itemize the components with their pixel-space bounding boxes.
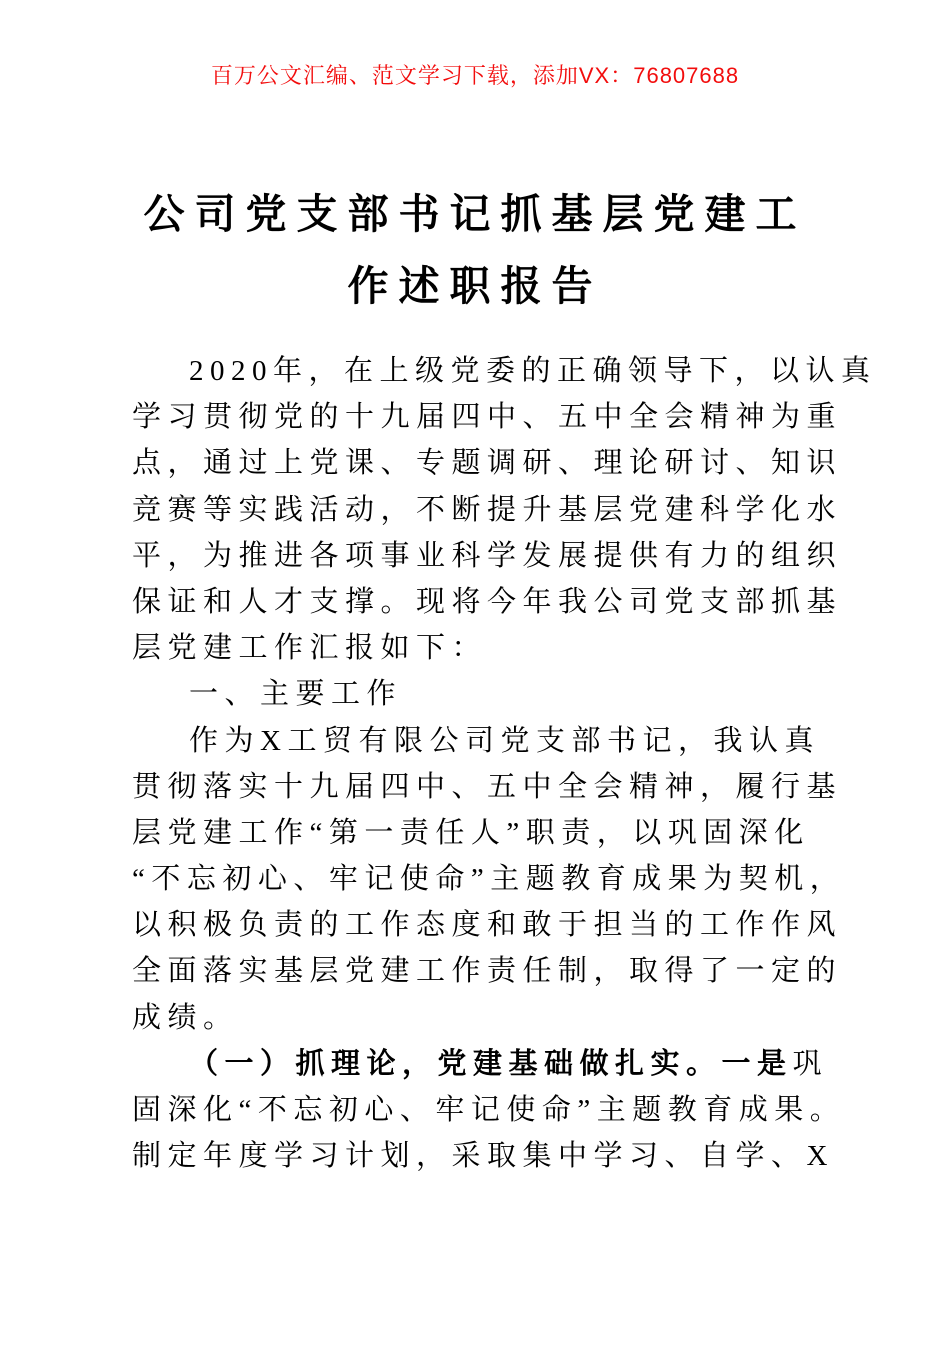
- doc-title-line-1: 公司党支部书记抓基层党建工: [143, 191, 807, 237]
- subsection-heading-bold: （一）抓理论，党建基础做扎实。一是: [189, 1047, 793, 1080]
- body-line: 保证和人才支撑。现将今年我公司党支部抓基: [132, 585, 843, 618]
- doc-title: [0, 178, 950, 322]
- body-line: 以积极负责的工作态度和敢于担当的工作作风: [132, 909, 843, 942]
- body-line: 制定年度学习计划，采取集中学习、自学、X: [132, 1140, 834, 1173]
- body-line: 竞赛等实践活动，不断提升基层党建科学化水: [132, 493, 843, 526]
- body-line: 固深化“不忘初心、牢记使命”主题教育成果。: [132, 1094, 846, 1126]
- body-line: 平，为推进各项事业科学发展提供有力的组织: [132, 539, 843, 572]
- body-line: 作为X工贸有限公司党支部书记，我认真: [189, 724, 820, 757]
- doc-body: [132, 348, 877, 1179]
- body-line: 全面落实基层党建工作责任制，取得了一定的: [132, 955, 843, 988]
- section-heading: 一、主要工作: [189, 678, 403, 711]
- body-line: “不忘初心、牢记使命”主题教育成果为契机，: [132, 863, 846, 896]
- doc-title-line-2: 作述职报告: [347, 263, 603, 309]
- body-line: 成绩。: [132, 1001, 239, 1034]
- body-line: 2020年，在上级党委的正确领导下，以认真: [189, 355, 877, 387]
- promo-banner: 百万公文汇编、范文学习下载，添加VX：76807688: [210, 63, 740, 88]
- body-line: 学习贯彻党的十九届四中、五中全会精神为重: [132, 401, 843, 434]
- body-line: 贯彻落实十九届四中、五中全会精神，履行基: [132, 770, 843, 803]
- subsection-heading: [132, 1041, 872, 1087]
- body-line: 点，通过上党课、专题调研、理论研讨、知识: [132, 447, 843, 480]
- subsection-heading-tail: 巩: [792, 1047, 829, 1080]
- body-line: 层党建工作“第一责任人”职责，以巩固深化: [132, 816, 810, 849]
- body-line: 层党建工作汇报如下：: [132, 632, 488, 665]
